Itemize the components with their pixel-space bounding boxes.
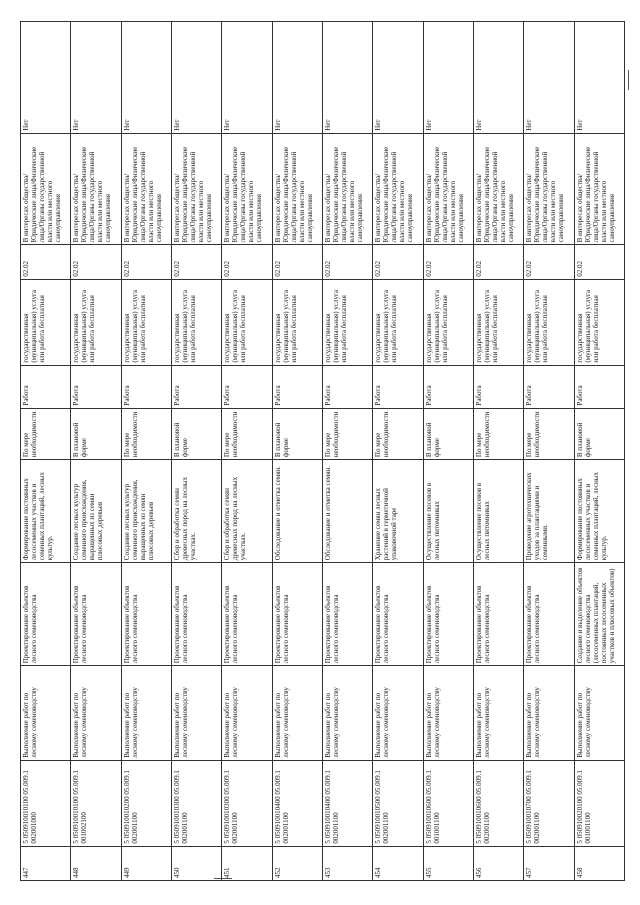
- table-row: [373, 22, 423, 881]
- scan-artifact-line: [628, 70, 629, 90]
- cell-service-type: Работа: [71, 365, 121, 408]
- cell-project-name: Проектирование объектов лесного семеноводства: [171, 563, 221, 666]
- cell-work-content: Хранение семян лесных растений в герметичной упаковочной таре: [373, 460, 423, 563]
- table-row: [71, 22, 121, 881]
- cell-form: В плановой форме: [71, 408, 121, 460]
- table-row: [121, 22, 171, 881]
- cell-code-two: 02.02: [21, 245, 71, 279]
- table-row: [222, 22, 272, 881]
- cell-work-title: Выполнение работ по лесному семеноводству: [222, 666, 272, 760]
- cell-row-number: 455: [423, 846, 473, 880]
- cell-project-name: Создание и выделение объектов лесного семеноводства (лесосеменных плантаций, постоянных лесосеменных участков и плюсовых объектов): [574, 563, 624, 666]
- cell-form: В плановой форме: [171, 408, 221, 460]
- cell-form: По мере необходимости: [21, 408, 71, 460]
- cell-registry-code: 5 050910010200 05.009.1 002001100: [121, 760, 171, 846]
- cell-row-number: 458: [574, 846, 624, 880]
- cell-registry-code: 5 050910010100 05.009.1 001002100: [71, 760, 121, 846]
- cell-consumers: В интересах общества/Юридические лица/Физические лица/Органы государственной власти или местного самоуправления: [71, 133, 121, 245]
- cell-form: По мере необходимости: [524, 408, 574, 460]
- cell-registry-code: 5 050910010300 05.009.1 002001100: [171, 760, 221, 846]
- cell-register-flag: Нет: [423, 22, 473, 134]
- table-row: [171, 22, 221, 881]
- cell-consumers: В интересах общества/Юридические лица/Физические лица/Органы государственной власти или местного самоуправления: [21, 133, 71, 245]
- cell-code-two: 02.02: [272, 245, 322, 279]
- cell-register-flag: Нет: [373, 22, 423, 134]
- scan-artifact-dash: [214, 878, 232, 879]
- cell-code-two: 02.02: [574, 245, 624, 279]
- cell-project-name: Проектирование объектов лесного семеноводства: [373, 563, 423, 666]
- cell-payment-type: государственная (муниципальная) услуга или работа бесплатная: [322, 279, 372, 365]
- cell-registry-code: 5 050910020100 05.009.1 001001100: [574, 760, 624, 846]
- cell-work-content: Создание лесных культур семенного происхождения, выращенных из семян плюсовых деревьев: [121, 460, 171, 563]
- cell-consumers: В интересах общества/Юридические лица/Физические лица/Органы государственной власти или местного самоуправления: [272, 133, 322, 245]
- table-row: [524, 22, 574, 881]
- cell-work-title: Выполнение работ по лесному семеноводству: [71, 666, 121, 760]
- cell-row-number: 456: [473, 846, 523, 880]
- cell-form: В плановой форме: [574, 408, 624, 460]
- cell-row-number: 448: [71, 846, 121, 880]
- cell-form: В плановой форме: [272, 408, 322, 460]
- cell-form: В плановой форме: [423, 408, 473, 460]
- cell-registry-code: 5 050910010700 05.009.1 002001100: [524, 760, 574, 846]
- cell-row-number: 449: [121, 846, 171, 880]
- cell-payment-type: государственная (муниципальная) услуга или работа бесплатная: [524, 279, 574, 365]
- cell-row-number: 452: [272, 846, 322, 880]
- cell-register-flag: Нет: [21, 22, 71, 134]
- table-row: [423, 22, 473, 881]
- cell-registry-code: 5 050910010300 05.009.1 002001100: [222, 760, 272, 846]
- cell-registry-code: 5 050910010400 05.009.1 002001100: [272, 760, 322, 846]
- table-row: [574, 22, 624, 881]
- cell-service-type: Работа: [121, 365, 171, 408]
- cell-form: По мере необходимости: [222, 408, 272, 460]
- cell-work-title: Выполнение работ по лесному семеноводству: [171, 666, 221, 760]
- cell-payment-type: государственная (муниципальная) услуга или работа бесплатная: [373, 279, 423, 365]
- cell-code-two: 02.02: [71, 245, 121, 279]
- cell-registry-code: 5 050910010600 05.009.1 001001100: [423, 760, 473, 846]
- cell-service-type: Работа: [272, 365, 322, 408]
- cell-register-flag: Нет: [322, 22, 372, 134]
- cell-form: По мере необходимости: [121, 408, 171, 460]
- rotated-document: [20, 21, 625, 881]
- cell-consumers: В интересах общества/Юридические лица/Физические лица/Органы государственной власти или местного самоуправления: [171, 133, 221, 245]
- cell-project-name: Проектирование объектов лесного семеноводства: [524, 563, 574, 666]
- cell-service-type: Работа: [423, 365, 473, 408]
- cell-work-title: Выполнение работ по лесному семеноводству: [373, 666, 423, 760]
- cell-work-content: Проведение агротехнических уходов за плантациями и семенными.: [524, 460, 574, 563]
- cell-work-content: Формирование постоянных лесосеменных участков и семенных плантаций, лесных культур.: [574, 460, 624, 563]
- cell-registry-code: 5 050910010500 05.009.1 002001100: [373, 760, 423, 846]
- cell-payment-type: государственная (муниципальная) услуга или работа бесплатная: [574, 279, 624, 365]
- cell-payment-type: государственная (муниципальная) услуга или работа бесплатная: [71, 279, 121, 365]
- cell-work-title: Выполнение работ по лесному семеноводству: [121, 666, 171, 760]
- cell-payment-type: государственная (муниципальная) услуга или работа бесплатная: [272, 279, 322, 365]
- cell-consumers: В интересах общества/Юридические лица/Физические лица/Органы государственной власти или местного самоуправления: [121, 133, 171, 245]
- cell-registry-code: 5 050910010600 05.009.1 002001100: [473, 760, 523, 846]
- cell-payment-type: государственная (муниципальная) услуга или работа бесплатная: [121, 279, 171, 365]
- cell-code-two: 02.02: [373, 245, 423, 279]
- cell-work-title: Выполнение работ по лесному семеноводству: [322, 666, 372, 760]
- cell-work-content: Обследование и отметка семян.: [322, 460, 372, 563]
- cell-project-name: Проектирование объектов лесного семеноводства: [222, 563, 272, 666]
- cell-register-flag: Нет: [524, 22, 574, 134]
- cell-register-flag: Нет: [473, 22, 523, 134]
- cell-service-type: Работа: [524, 365, 574, 408]
- cell-project-name: Проектирование объектов лесного семеноводства: [322, 563, 372, 666]
- cell-code-two: 02.02: [171, 245, 221, 279]
- cell-register-flag: Нет: [272, 22, 322, 134]
- cell-code-two: 02.02: [121, 245, 171, 279]
- table-row: [322, 22, 372, 881]
- cell-consumers: В интересах общества/Юридические лица/Физические лица/Органы государственной власти или местного самоуправления: [222, 133, 272, 245]
- cell-work-title: Выполнение работ по лесному семеноводству: [473, 666, 523, 760]
- cell-work-title: Выполнение работ по лесному семеноводству: [574, 666, 624, 760]
- cell-service-type: Работа: [373, 365, 423, 408]
- cell-work-content: Обследование и отметка семян.: [272, 460, 322, 563]
- cell-row-number: 457: [524, 846, 574, 880]
- cell-form: По мере необходимости: [322, 408, 372, 460]
- registry-table: [20, 21, 625, 881]
- cell-row-number: 454: [373, 846, 423, 880]
- cell-consumers: В интересах общества/Юридические лица/Физические лица/Органы государственной власти или местного самоуправления: [373, 133, 423, 245]
- cell-consumers: В интересах общества/Юридические лица/Физические лица/Органы государственной власти или местного самоуправления: [322, 133, 372, 245]
- cell-form: По мере необходимости: [473, 408, 523, 460]
- cell-row-number: 450: [171, 846, 221, 880]
- cell-project-name: Проектирование объектов лесного семеноводства: [423, 563, 473, 666]
- cell-project-name: Проектирование объектов лесного семеноводства: [121, 563, 171, 666]
- cell-work-content: Сбор и обработка семян древесных пород на лесных участках.: [171, 460, 221, 563]
- cell-project-name: Проектирование объектов лесного семеноводства: [473, 563, 523, 666]
- cell-work-title: Выполнение работ по лесному семеноводству: [21, 666, 71, 760]
- cell-payment-type: государственная (муниципальная) услуга или работа бесплатная: [21, 279, 71, 365]
- cell-register-flag: Нет: [222, 22, 272, 134]
- cell-service-type: Работа: [21, 365, 71, 408]
- table-row: [473, 22, 523, 881]
- cell-project-name: Проектирование объектов лесного семеноводства: [21, 563, 71, 666]
- cell-register-flag: Нет: [171, 22, 221, 134]
- cell-registry-code: 5 050910010400 05.009.1 002001100: [322, 760, 372, 846]
- cell-register-flag: Нет: [574, 22, 624, 134]
- cell-project-name: Проектирование объектов лесного семеноводства: [71, 563, 121, 666]
- cell-consumers: В интересах общества/Юридические лица/Физические лица/Органы государственной власти или местного самоуправления: [524, 133, 574, 245]
- cell-work-content: Создание лесных культур семенного происхождения, выращенных из семян плюсовых деревьев: [71, 460, 121, 563]
- cell-work-content: Осуществление посевов в лесных питомниках: [473, 460, 523, 563]
- table-row: [272, 22, 322, 881]
- cell-work-content: Осуществление посевов в лесных питомниках: [423, 460, 473, 563]
- cell-service-type: Работа: [171, 365, 221, 408]
- cell-row-number: 451: [222, 846, 272, 880]
- cell-service-type: Работа: [222, 365, 272, 408]
- cell-work-content: Формирование постоянных лесосеменных участков и семенных плантаций, лесных культур.: [21, 460, 71, 563]
- cell-consumers: В интересах общества/Юридические лица/Физические лица/Органы государственной власти или местного самоуправления: [473, 133, 523, 245]
- table-body: [21, 22, 625, 881]
- cell-registry-code: 5 050910010100 05.009.1 002001000: [21, 760, 71, 846]
- cell-service-type: Работа: [322, 365, 372, 408]
- cell-consumers: В интересах общества/Юридические лица/Физические лица/Органы государственной власти или местного самоуправления: [423, 133, 473, 245]
- cell-code-two: 02.02: [322, 245, 372, 279]
- cell-row-number: 453: [322, 846, 372, 880]
- cell-service-type: Работа: [473, 365, 523, 408]
- cell-code-two: 02.02: [524, 245, 574, 279]
- cell-work-title: Выполнение работ по лесному семеноводству: [524, 666, 574, 760]
- cell-code-two: 02.02: [473, 245, 523, 279]
- cell-payment-type: государственная (муниципальная) услуга или работа бесплатная: [423, 279, 473, 365]
- cell-payment-type: государственная (муниципальная) услуга или работа бесплатная: [171, 279, 221, 365]
- cell-payment-type: государственная (муниципальная) услуга или работа бесплатная: [222, 279, 272, 365]
- cell-work-content: Сбор и обработка семян древесных пород на лесных участках.: [222, 460, 272, 563]
- cell-payment-type: государственная (муниципальная) услуга или работа бесплатная: [473, 279, 523, 365]
- cell-work-title: Выполнение работ по лесному семеноводству: [272, 666, 322, 760]
- cell-form: По мере необходимости: [373, 408, 423, 460]
- table-row: [21, 22, 71, 881]
- cell-code-two: 02.02: [423, 245, 473, 279]
- cell-work-title: Выполнение работ по лесному семеноводству: [423, 666, 473, 760]
- cell-consumers: В интересах общества/Юридические лица/Физические лица/Органы государственной власти или местного самоуправления: [574, 133, 624, 245]
- cell-register-flag: Нет: [121, 22, 171, 134]
- cell-code-two: 02.02: [222, 245, 272, 279]
- cell-project-name: Проектирование объектов лесного семеноводства: [272, 563, 322, 666]
- cell-row-number: 447: [21, 846, 71, 880]
- cell-service-type: Работа: [574, 365, 624, 408]
- cell-register-flag: Нет: [71, 22, 121, 134]
